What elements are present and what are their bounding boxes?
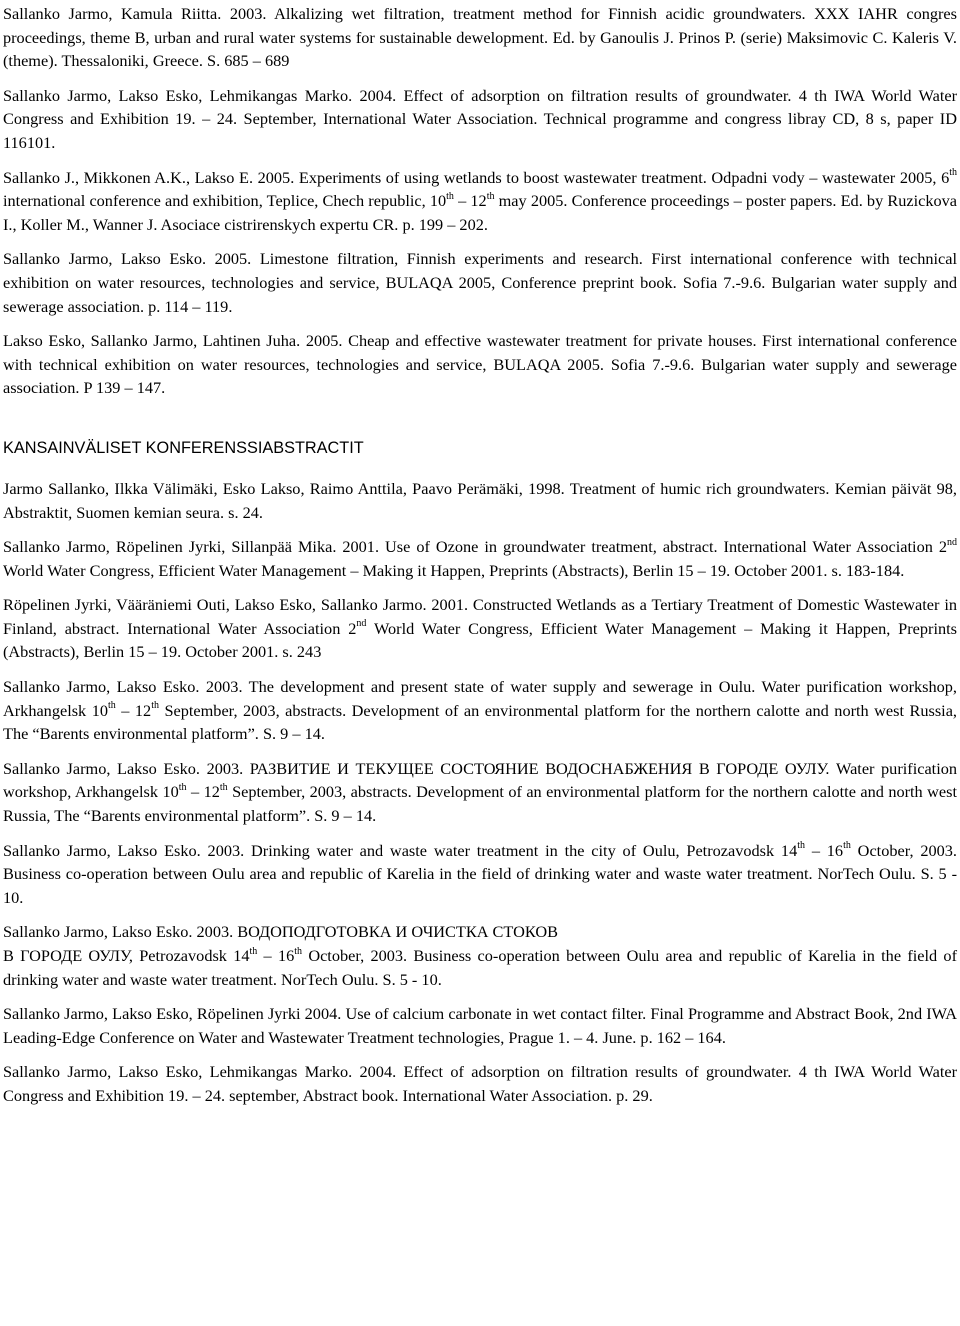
reference-entry: [3, 1002, 957, 1049]
reference-entry: [3, 920, 957, 991]
reference-text: October, 2003. Business co-operation between Oulu area and republic of Karelia in the field of drinking water and waste water treatment. NorTech Oulu. S. 5 - 10.: [3, 840, 957, 907]
reference-text: Sallanko Jarmo, Lakso Esko. 2005. Limestone filtration, Finnish experiments and research. First international conference with technical exhibition on water resources, technologies and service, BULAQA 2005, Conference preprint book. Sofia 7.-9.6. Bulgarian water supply and sewerage association. p. 114 – 119.: [3, 249, 957, 316]
ordinal-suffix: nd: [356, 618, 367, 630]
ordinal-suffix: th: [151, 700, 159, 712]
reference-text: World Water Congress, Efficient Water Management – Making it Happen, Preprints (Abstracts), Berlin 15 – 19. October 2001. s. 243: [3, 618, 957, 662]
reference-text: Sallanko Jarmo, Lakso Esko. 2003. Drinking water and waste water treatment in the city of Oulu, Petrozavodsk 14: [3, 840, 798, 860]
reference-text: Sallanko Jarmo, Lakso Esko, Lehmikangas Marko. 2004. Effect of adsorption on filtration results of groundwater. 4 th IWA World Water Congress and Exhibition 19. – 24. September, International Water Association. Technical programme and congress libray CD, 8 s, paper ID 116101.: [3, 85, 957, 152]
ordinal-suffix: th: [107, 700, 116, 712]
reference-text: Sallanko Jarmo, Lakso Esko, Röpelinen Jyrki 2004. Use of calcium carbonate in wet contact filter. Final Programme and Abstract Book, 2nd IWA Leading-Edge Conference on Water and Wastewater Treatment technologies, Prague 1. – 4. June. p. 162 – 164.: [3, 1004, 957, 1047]
reference-entry: [3, 84, 957, 155]
reference-text: Sallanko Jarmo, Lakso Esko. 2003. ВОДОПОДГОТОВКА И ОЧИСТКА СТОКОВ: [3, 922, 558, 942]
reference-text: – 12: [115, 700, 152, 720]
ordinal-suffix: th: [249, 945, 258, 957]
ordinal-suffix: th: [797, 840, 805, 852]
reference-entry: [3, 593, 957, 664]
reference-entry: [3, 535, 957, 582]
reference-text: В ГОРОДЕ ОУЛУ, Petrozavodsk 14: [3, 946, 250, 965]
ordinal-suffix: th: [446, 190, 454, 202]
reference-text: Sallanko Jarmo, Lakso Esko. 2003. The development and present state of water supply and sewerage in Oulu. Water purification workshop, Arkhangelsk 10: [3, 677, 957, 720]
reference-text: Sallanko Jarmo, Kamula Riitta. 2003. Alkalizing wet filtration, treatment method for Finnish acidic groundwaters. XXX IAHR congres proceedings, theme B, urban and rural water systems for sustainable dewelopment. Ed. by Ganoulis J. Prinos P. (serie) Maksimovic C. Kaleris V. (theme). Thessaloniki, Greece. S. 685 – 689: [3, 4, 957, 71]
reference-text: may 2005. Conference proceedings – poster papers. Ed. by Ruzickova I., Koller M., Wanner J. Asociace cistrirenskych expertu CR. p. 199 – 202.: [3, 191, 957, 234]
reference-entry: [3, 675, 957, 746]
ordinal-suffix: th: [219, 782, 228, 794]
reference-text: – 16: [805, 840, 844, 860]
reference-text: – 12: [453, 191, 487, 211]
reference-text: Röpelinen Jyrki, Vääräniemi Outi, Lakso Esko, Sallanko Jarmo. 2001. Constructed Wetlands as a Tertiary Treatment of Domestic Wastewater in Finland, abstract. International Water Association 2: [3, 595, 957, 638]
conference-abstract-list: [3, 477, 957, 1108]
ordinal-suffix: th: [178, 782, 187, 794]
conference-paper-list: [3, 2, 957, 400]
ordinal-suffix: th: [843, 840, 851, 852]
reference-text: September, 2003, abstracts. Development of an environmental platform for the northern calotte and north west Russia, The “Barents environmental platform”. S. 9 – 14.: [3, 782, 957, 826]
reference-entry: [3, 477, 957, 524]
reference-text: Sallanko Jarmo, Lakso Esko, Lehmikangas Marko. 2004. Effect of adsorption on filtration results of groundwater. 4 th IWA World Water Congress and Exhibition 19. – 24. september, Abstract book. International Water Association. p. 29.: [3, 1062, 957, 1105]
reference-entry: [3, 329, 957, 400]
reference-entry: [3, 166, 957, 237]
reference-entry: [3, 2, 957, 73]
reference-text: Jarmo Sallanko, Ilkka Välimäki, Esko Lakso, Raimo Anttila, Paavo Perämäki, 1998. Treatment of humic rich groundwaters. Kemian päivät 98, Abstraktit, Suomen kemian seura. s. 24.: [3, 478, 957, 522]
section-heading: KANSAINVÄLISET KONFERENSSIABSTRACTIT: [3, 438, 364, 457]
reference-entry: [3, 1060, 957, 1107]
reference-entry: [3, 247, 957, 318]
reference-text: – 16: [257, 946, 295, 965]
reference-text: October, 2003. Business co-operation between Oulu area and republic of Karelia in the field of drinking water and waste water treatment. NorTech Oulu. S. 5 - 10.: [3, 946, 957, 989]
ordinal-suffix: th: [294, 945, 303, 957]
reference-text: – 12: [186, 782, 220, 802]
reference-text: Sallanko J., Mikkonen A.K., Lakso E. 2005. Experiments of using wetlands to boost wastewater treatment. Odpadni vody – wastewater 2005, 6: [3, 167, 950, 187]
reference-text: Sallanko Jarmo, Röpelinen Jyrki, Sillanpää Mika. 2001. Use of Ozone in groundwater treatment, abstract. International Water Association 2: [3, 537, 947, 557]
reference-text: Lakso Esko, Sallanko Jarmo, Lahtinen Juha. 2005. Cheap and effective wastewater treatment for private houses. First international conference with technical exhibition on water resources, technologies and service, BULAQA 2005. Sofia 7.-9.6. Bulgarian water supply and sewerage association. P 139 – 147.: [3, 331, 957, 398]
reference-entry: [3, 839, 957, 910]
ordinal-suffix: th: [486, 190, 495, 202]
ordinal-suffix: nd: [947, 536, 957, 548]
reference-text: September, 2003, abstracts. Development of an environmental platform for the northern calotte and north west Russia, The “Barents environmental platform”. S. 9 – 14.: [3, 700, 958, 744]
reference-entry: [3, 757, 957, 828]
ordinal-suffix: th: [949, 167, 957, 179]
reference-text: international conference and exhibition, Teplice, Chech republic, 10: [3, 191, 447, 211]
reference-text: World Water Congress, Efficient Water Management – Making it Happen, Preprints (Abstracts), Berlin 15 – 19. October 2001. s. 183-184.: [3, 560, 905, 580]
reference-text: Sallanko Jarmo, Lakso Esko. 2003. РАЗВИТИЕ И ТЕКУЩЕЕ СОСТОЯНИЕ ВОДОСНАБЖЕНИЯ В ГОРОДЕ ОУЛУ. Water purification workshop, Arkhangelsk 10: [3, 758, 957, 802]
